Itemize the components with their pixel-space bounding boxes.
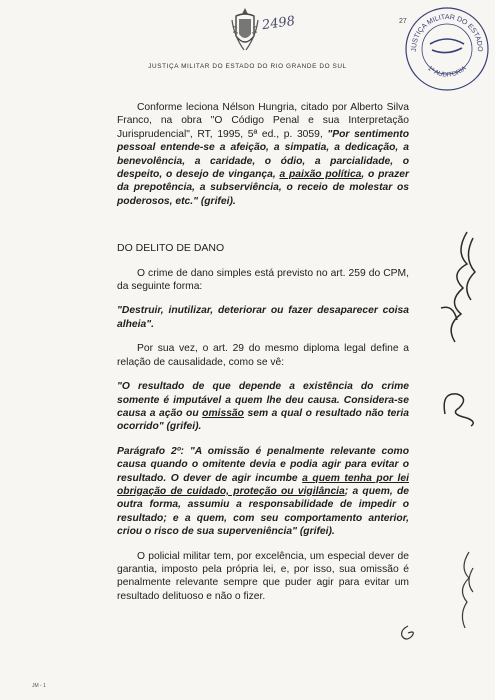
stamp-bottom-text: 1ª AUDITORIA (426, 64, 468, 79)
form-code: JM - 1 (32, 683, 46, 689)
section-heading: DO DELITO DE DANO (117, 242, 225, 255)
stamp-top-text: JUSTIÇA MILITAR DO ESTADO (410, 13, 484, 52)
signature-mark-2 (437, 384, 479, 428)
signature-mark-1 (427, 228, 483, 346)
paragraph-art-29: Por sua vez, o art. 29 do mesmo diploma legal define a relação de causalidade, como se vê: (117, 343, 409, 368)
auditoria-stamp (402, 4, 492, 94)
quote-art-259: "Destruir, inutilizar, deteriorar ou fazer desaparecer coisa alheia". (117, 305, 409, 330)
paragraph-hungria: Conforme leciona Nélson Hungria, citado por Alberto Silva Franco, na obra "O Código Penal e sua Interpretação Jurisprudencial", RT, 1995, 5ª ed., p. 3059, "Por sentimento pessoal entende-se a afeição, a simpatia, a dedicação, a benevolência, a caridade, o ódio, a parcialidade, o despeito, o desejo de vingança, a paixão política, o prazer da prepotência, a subserviência, o receio de molestar os poderosos, etc." (grifei). (117, 102, 409, 207)
quote-causalidade: "O resultado de que depende a existência do crime somente é imputável a quem lhe deu causa. Considera-se causa a ação ou omissão sem a qual o resultado não teria ocorrido" (grifei). (117, 381, 409, 433)
paragraph-policial: O policial militar tem, por excelência, um especial dever de garantia, imposto pela própria lei, e, por isso, sua omissão é penalmente relevante sempre que puder agir para evitar um resultado delituoso e não o fizer. (117, 550, 409, 602)
quote-paragrafo-2: Parágrafo 2º: "A omissão é penalmente relevante como causa quando o omitente devia e podia agir para evitar o resultado. O dever de agir incumbe a quem tenha por lei obrigação de cuidado, proteção ou vigilância; a quem, de outra forma, assumiu a responsabilidade de impedir o resultado; e a quem, com seu comportamento anterior, criou o risco de sua superveniência" (grifei). (117, 445, 410, 538)
handwritten-sheet-number: 2498 (261, 13, 296, 34)
paragraph-dano: O crime de dano simples está previsto no art. 259 do CPM, da seguinte forma: (117, 267, 409, 293)
institution-header: JUSTIÇA MILITAR DO ESTADO DO RIO GRANDE DO SUL (148, 63, 347, 70)
coat-of-arms-icon (230, 6, 260, 54)
signature-mark-3 (451, 548, 481, 632)
document-body (117, 101, 409, 614)
signature-mark-4 (398, 624, 418, 642)
page-number: 27 (399, 18, 407, 25)
